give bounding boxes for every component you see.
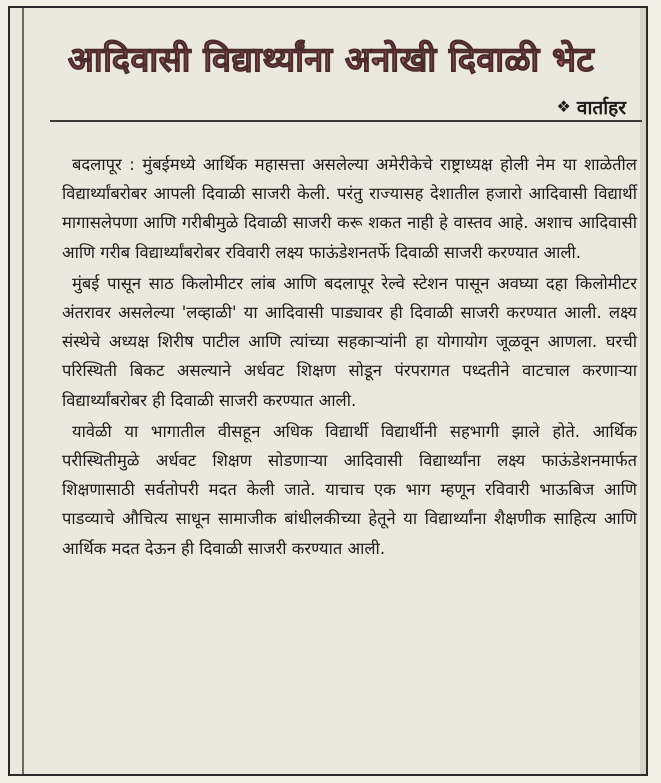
article-body — [62, 150, 637, 565]
clipping-edge — [640, 8, 646, 774]
newspaper-clipping — [8, 6, 648, 776]
article-paragraph-1: बदलापूर : मुंबईमध्ये आर्थिक महासत्ता असलेल्या अमेरीकेचे राष्ट्राध्यक्ष होली नेम या शाळेतील विद्यार्थ्यांबरोबर आपली दिवाळी साजरी केली. परंतु राज्यासह देशातील हजारो आदिवासी विद्यार्थी मागासलेपणा आणि गरीबीमुळे दिवाळी साजरी करू शकत नाही हे वास्तव आहे. अशाच आदिवासी आणि गरीब विद्यार्थ्यांबरोबर रविवारी लक्ष्य फाऊंडेशनतर्फे दिवाळी साजरी करण्यात आली. — [62, 155, 637, 262]
article-paragraph-3: यावेळी या भागातील वीसहून अधिक विद्यार्थी विद्यार्थीनी सहभागी झाले होते. आर्थिक परीस्थितीमुळे अर्धवट शिक्षण सोडणाऱ्या आदिवासी विद्यार्थ्यांना लक्ष्य फाऊंडेशनमार्फत शिक्षणासाठी सर्वतोपरी मदत केली जाते. याचाच एक भाग म्हणून रविवारी भाऊबिज आणि पाडव्याचे औचित्य साधून सामाजीक बांधीलकीच्या हेतूने या विद्यार्थ्यांना शैक्षणीक साहित्य आणि आर्थिक मदत देऊन ही दिवाळी साजरी करण्यात आली. — [62, 421, 637, 558]
byline-text: वार्ताहर — [576, 97, 626, 119]
byline-divider — [50, 120, 642, 122]
left-column-rule — [22, 8, 24, 774]
byline — [557, 94, 626, 120]
article-paragraph-2: मुंबई पासून साठ किलोमीटर लांब आणि बदलापूर रेल्वे स्टेशन पासून अवघ्या दहा किलोमीटर अंतरावर असलेल्या 'लव्हाळी' या आदिवासी पाड्यावर ही दिवाळी साजरी करण्यात आली. लक्ष्य संस्थेचे अध्यक्ष शिरीष पाटील आणि त्यांच्या सहकाऱ्यांनी हा योगायोग जूळवून आणला. घरची परिस्थिती बिकट असल्याने अर्धवट शिक्षण सोडून पंरपरागत पध्दतीने वाटचाल करणाऱ्या विद्यार्थ्यांबरोबर ही दिवाळी साजरी करण्यात आली. — [62, 273, 637, 410]
article-headline: आदिवासी विद्यार्थ्यांना अनोखी दिवाळी भेट — [67, 40, 595, 80]
diamond-dots-icon: ❖ — [556, 97, 571, 116]
